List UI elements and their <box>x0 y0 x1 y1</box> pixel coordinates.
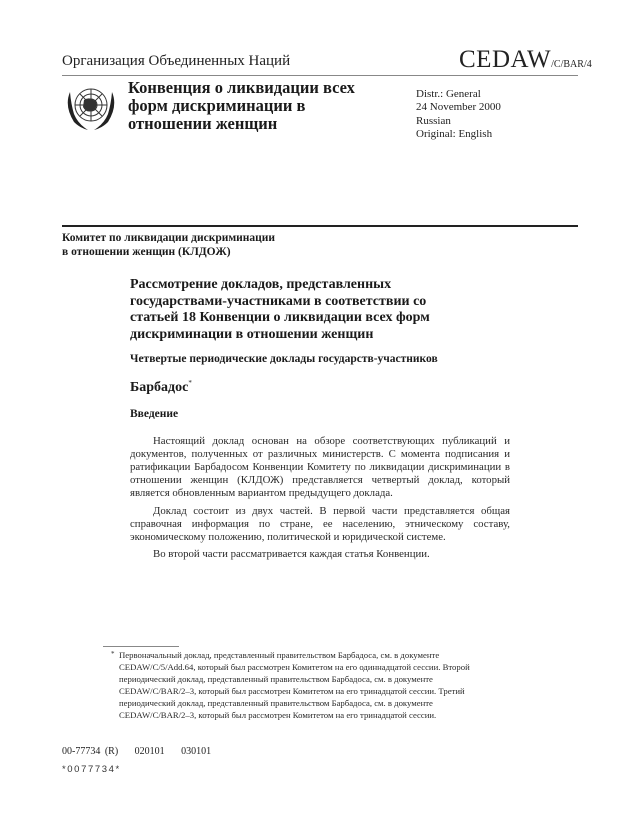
country-heading <box>130 379 192 396</box>
paragraph-text: Доклад состоит из двух частей. В первой части представляется общая справочная информация по стране, ее населению, этническому составу, экономическому положению, политической и юридической системе. <box>130 505 510 544</box>
footnote-separator <box>103 646 179 647</box>
convention-title-line: Конвенция о ликвидации всех <box>128 78 355 97</box>
committee-name <box>62 231 275 259</box>
original-language: Original: English <box>416 127 493 140</box>
header-rule <box>62 75 578 76</box>
main-title <box>130 277 490 343</box>
paragraph-text: Во второй части рассматривается каждая статья Конвенции. <box>153 548 430 560</box>
distribution-info <box>416 88 501 141</box>
convention-title <box>128 79 388 133</box>
document-date: 24 November 2000 <box>416 101 501 114</box>
paragraph-3 <box>130 548 510 561</box>
document-symbol <box>459 46 592 74</box>
committee-line: Комитет по ликвидации дискриминации <box>62 232 276 244</box>
main-title-line: дискриминации в отношении женщин <box>130 326 374 342</box>
document-language: Russian <box>416 114 451 127</box>
footnote-text: Первоначальный доклад, представленный правительством Барбадоса, см. в документе CEDAW/C/5/Add.64, который был рассмотрен Комитетом на его одиннадцатой сессии. Второй периодический доклад, представленный правительством Барбадоса, см. в документе CEDAW/C/BAR/2–3, который был рассмотрен Комитетом на его тринадцатой сессии. Третий периодический доклад, представленный правительством Барбадоса, см. в документе CEDAW/C/BAR/2–3, который был рассмотрен Комитетом на его тринадцатой сессии. <box>119 650 470 720</box>
paragraph-text: Настоящий доклад основан на обзоре соответствующих публикаций и документов, полученных от различных министерств. С момента подписания и ратификации Барбадосом Конвенции Комитету по ликвидации дискриминации в отношении женщин (КЛДОЖ) представляется четвертый доклад, который является обновленным вариантом предыдущего доклада. <box>130 435 510 500</box>
convention-title-line: отношении женщин <box>128 114 278 133</box>
symbol-suffix: /C/BAR/4 <box>551 59 592 70</box>
footnote-reference[interactable]: * <box>188 379 192 387</box>
main-title-line: Рассмотрение докладов, представленных <box>130 277 392 292</box>
section-heading: Введение <box>130 408 179 420</box>
job-info <box>62 746 223 757</box>
convention-title-line: форм дискриминации в <box>128 96 306 115</box>
job-date-1: 020101 <box>134 746 165 757</box>
main-title-line: государствами-участниками в соответствии со <box>130 293 427 309</box>
job-date-2: 030101 <box>181 746 212 757</box>
footnote <box>111 650 503 721</box>
organization-name: Организация Объединенных Наций <box>62 53 291 69</box>
report-subtitle: Четвертые периодические доклады государств-участников <box>130 353 438 365</box>
distribution-type: Distr.: General <box>416 88 481 100</box>
symbol-main: CEDAW <box>459 46 552 73</box>
footnote-mark: * <box>111 650 115 658</box>
country-name: Барбадос <box>130 380 189 395</box>
main-title-line: статьей 18 Конвенции о ликвидации всех форм <box>130 310 430 325</box>
barcode-text: *0077734* <box>62 764 121 775</box>
paragraph-2 <box>130 505 510 544</box>
section-rule <box>62 225 578 227</box>
paragraph-1 <box>130 435 510 500</box>
job-number: 00-77734 (R) <box>62 746 119 757</box>
un-emblem-icon <box>62 80 120 134</box>
committee-line: в отношении женщин (КЛДОЖ) <box>62 246 231 258</box>
